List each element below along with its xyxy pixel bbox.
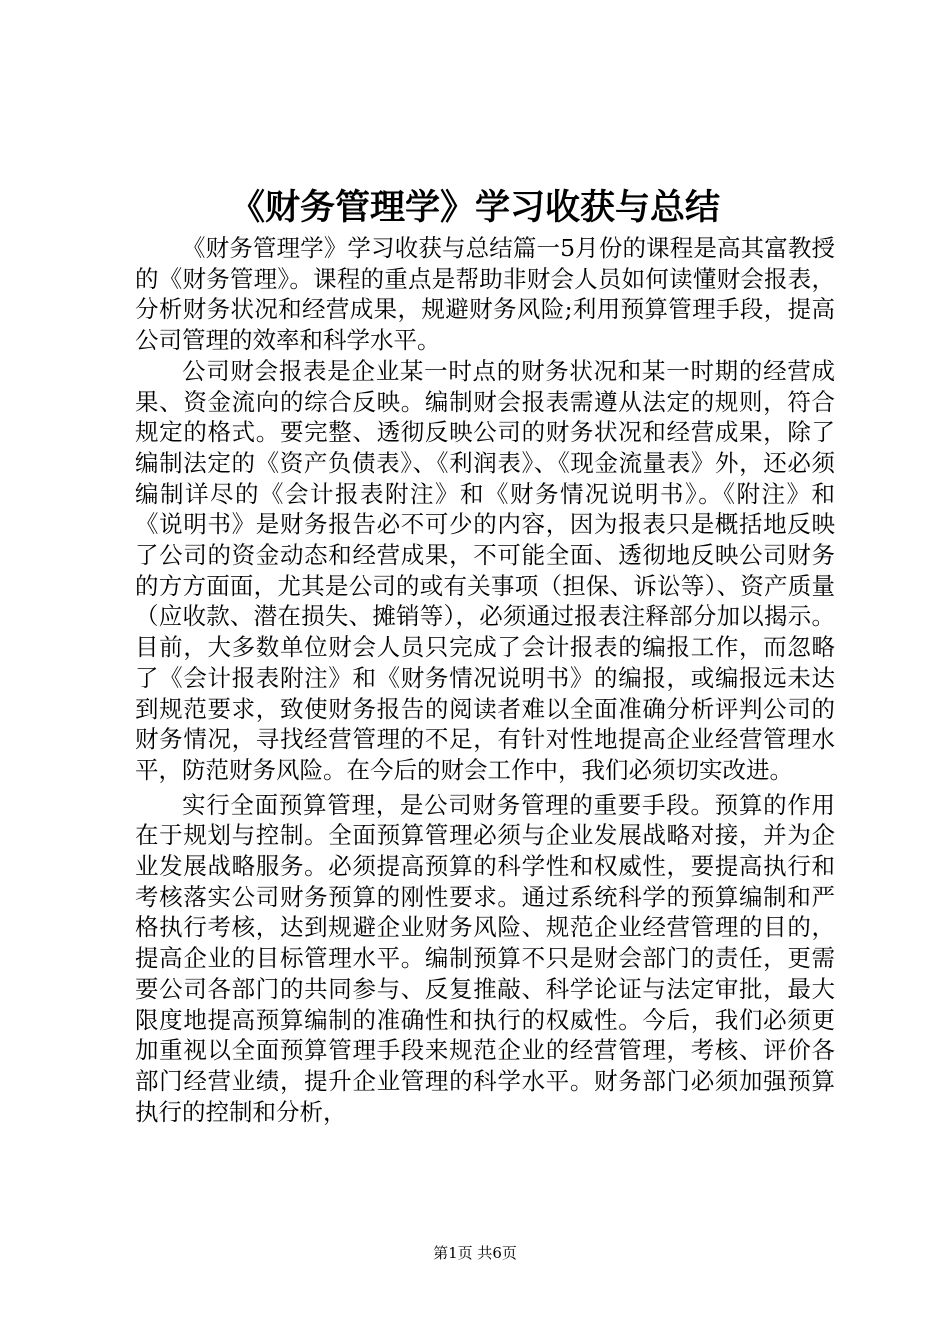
document-title: 《财务管理学》学习收获与总结 bbox=[229, 187, 720, 228]
document-body bbox=[135, 233, 835, 1127]
paragraph-3: 实行全面预算管理，是公司财务管理的重要手段。预算的作用在于规划与控制。全面预算管理必须与企业发展战略对接，并为企业发展战略服务。必须提高预算的科学性和权威性，要提高执行和考核落实公司财务预算的刚性要求。通过系统科学的预算编制和严格执行考核，达到规避企业财务风险、规范企业经营管理的目的，提高企业的目标管理水平。编制预算不只是财会部门的责任，更需要公司各部门的共同参与、反复推敲、科学论证与法定审批，最大限度地提高预算编制的准确性和执行的权威性。今后，我们必须更加重视以全面预算管理手段来规范企业的经营管理，考核、评价各部门经营业绩，提升企业管理的科学水平。财务部门必须加强预算执行的控制和分析， bbox=[135, 790, 835, 1126]
page-number-footer: 第1页 共6页 bbox=[433, 1244, 517, 1262]
paragraph-2: 公司财会报表是企业某一时点的财务状况和某一时期的经营成果、资金流向的综合反映。编制财会报表需遵从法定的规则，符合规定的格式。要完整、透彻反映公司的财务状况和经营成果，除了编制法定的《资产负债表》、《利润表》、《现金流量表》外，还必须编制详尽的《会计报表附注》和《财务情况说明书》。《附注》和《说明书》是财务报告必不可少的内容，因为报表只是概括地反映了公司的资金动态和经营成果，不可能全面、透彻地反映公司财务的方方面面，尤其是公司的或有关事项（担保、诉讼等）、资产质量（应收款、潜在损失、摊销等），必须通过报表注释部分加以揭示。目前，大多数单位财会人员只完成了会计报表的编报工作，而忽略了《会计报表附注》和《财务情况说明书》的编报，或编报远未达到规范要求，致使财务报告的阅读者难以全面准确分析评判公司的财务情况，寻找经营管理的不足，有针对性地提高企业经营管理水平，防范财务风险。在今后的财会工作中，我们必须切实改进。 bbox=[135, 356, 835, 784]
paragraph-1: 《财务管理学》学习收获与总结篇一5月份的课程是高其富教授的《财务管理》。课程的重点是帮助非财会人员如何读懂财会报表，分析财务状况和经营成果，规避财务风险;利用预算管理手段，提高公司管理的效率和科学水平。 bbox=[135, 234, 835, 355]
